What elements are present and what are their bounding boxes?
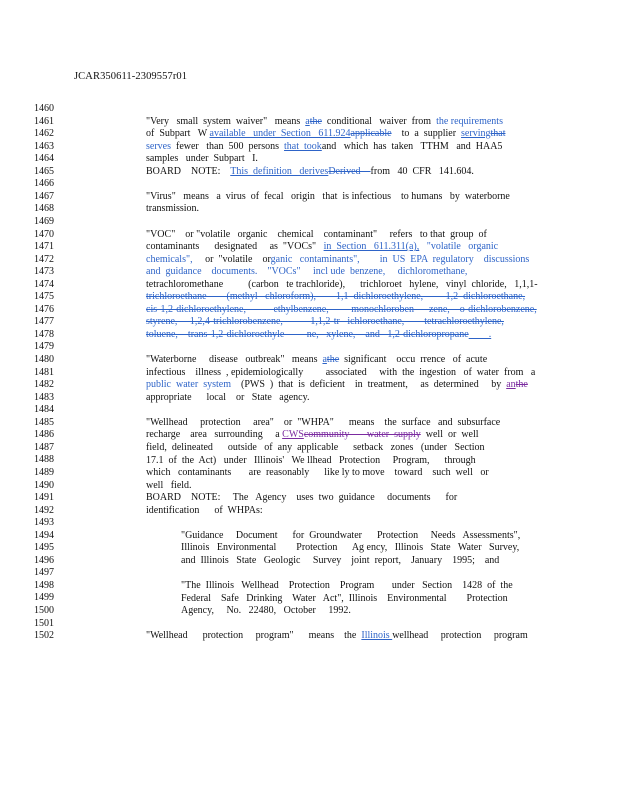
- line-number: 1495: [34, 542, 54, 554]
- text-line-1499: Federal Safe Drinking Water Act", Illinois Environmental Protection: [181, 592, 508, 604]
- text-line-1463: serves fewer than 500 persons that tookand which has taken TTHM and HAA5: [146, 140, 503, 152]
- line-number: 1463: [34, 140, 54, 152]
- text-line-1502: "Wellhead protection program" means the Illinois wellhead protection program: [146, 630, 528, 642]
- text-line-1478: toluene, trans-1,2-dichloroethyle ne, xylene, and 1,2-dichloropropane .: [146, 329, 492, 340]
- line-number: 1484: [34, 404, 54, 416]
- line-number: 1499: [34, 592, 54, 604]
- line-number: 1469: [34, 215, 54, 227]
- line-number: 1475: [34, 291, 54, 303]
- text-line-1495: Illinois Environmental Protection Ag ency, Illinois State Water Survey,: [181, 542, 520, 554]
- text-line-1488: 17.1 of the Act) under Illinois' We llhead Protection Program, through: [146, 454, 476, 466]
- text-line-1473: and guidance documents. "VOCs" incl ude benzene, dichloromethane,: [146, 266, 468, 278]
- line-number: 1476: [34, 303, 54, 315]
- line-number: 1465: [34, 165, 54, 177]
- text-line-1496: and Illinois State Geologic Survey joint report, January 1995; and: [181, 555, 500, 566]
- text-line-1462: of Subpart W available under Section 611.924applicable to a supplier servingthat: [146, 128, 506, 140]
- line-number: 1479: [34, 341, 54, 353]
- line-number: 1460: [34, 103, 54, 114]
- line-number: 1477: [34, 316, 54, 328]
- text-line-1476: cis-1,2-dichloroethylene, ethylbenzene, monochloroben zene, o-dichlorobenzene,: [146, 303, 537, 315]
- text-line-1480: "Waterborne disease outbreak" means athe significant occu rrence of acute: [146, 354, 488, 366]
- line-number: 1481: [34, 366, 54, 378]
- line-number: 1482: [34, 379, 54, 391]
- text-line-1491: BOARD NOTE: The Agency uses two guidance documents for: [146, 492, 458, 504]
- line-number: 1488: [34, 454, 54, 466]
- line-number: 1497: [34, 567, 54, 579]
- line-number: 1467: [34, 190, 54, 202]
- line-number: 1502: [34, 630, 54, 642]
- text-line-1468: transmission.: [146, 203, 200, 215]
- text-line-1490: well field.: [146, 479, 192, 491]
- text-line-1485: "Wellhead protection area" or "WHPA" means the surface and subsurface: [146, 416, 501, 428]
- line-number: 1487: [34, 441, 54, 453]
- text-line-1474: tetrachloromethane (carbon te trachloride), trichloroet hylene, vinyl chloride, 1,1,1-: [146, 278, 538, 290]
- line-number: 1494: [34, 529, 54, 541]
- text-line-1492: identification of WHPAs:: [146, 504, 263, 516]
- text-line-1465: BOARD NOTE: This definition derivesDerived from 40 CFR 141.604.: [146, 165, 474, 177]
- line-number: 1485: [34, 416, 54, 428]
- line-number: 1470: [34, 228, 54, 240]
- text-line-1464: samples under Subpart I.: [146, 153, 258, 165]
- text-line-1494: "Guidance Document for Groundwater Protection Needs Assessments",: [181, 529, 521, 541]
- line-number: 1489: [34, 466, 54, 478]
- line-number: 1483: [34, 391, 54, 403]
- line-number: 1480: [34, 354, 54, 365]
- line-number: 1472: [34, 253, 54, 265]
- line-number: 1496: [34, 554, 54, 566]
- text-line-1487: field, delineated outside of any applicable setback zones (under Section: [146, 442, 485, 453]
- text-line-1481: infectious illness , epidemiologically associated with the ingestion of water from a: [146, 366, 536, 378]
- text-line-1500: Agency, No. 22480, October 1992.: [181, 605, 351, 617]
- line-number: 1486: [34, 429, 54, 441]
- line-number: 1492: [34, 504, 54, 516]
- line-number: 1466: [34, 178, 54, 190]
- document-id-header: JCAR350611-2309557r01: [74, 71, 188, 82]
- text-line-1477: styrene, 1,2,4-trichlorobenzene, 1,1,2-tr ichloroethane, tetrachloroethylene,: [146, 316, 504, 328]
- text-line-1461: "Very small system waiver" means athe conditional waiver from the requirements: [146, 115, 503, 127]
- text-line-1482: public water system (PWS ) that is deficient in treatment, as determined by anthe: [146, 379, 528, 391]
- text-line-1467: "Virus" means a virus of fecal origin that is infectious to humans by waterborne: [146, 190, 510, 202]
- line-number: 1498: [34, 579, 54, 591]
- line-number: 1464: [34, 153, 54, 165]
- text-line-1489: which contaminants are reasonably like ly to move toward such well or: [146, 467, 489, 479]
- text-line-1470: "VOC" or "volatile organic chemical contaminant" refers to that group of: [146, 228, 487, 240]
- line-number: 1491: [34, 492, 54, 504]
- line-number: 1493: [34, 517, 54, 529]
- text-line-1483: appropriate local or State agency.: [146, 391, 310, 403]
- line-number: 1473: [34, 266, 54, 278]
- line-number: 1468: [34, 203, 54, 215]
- line-number: 1461: [34, 115, 54, 127]
- line-number: 1474: [34, 278, 54, 290]
- text-line-1498: "The Illinois Wellhead Protection Program under Section 1428 of the: [181, 580, 513, 592]
- text-line-1475: trichloroethane (methyl chloroform), 1,1 dichloroethylene, 1,2 dichloroethane,: [146, 291, 526, 303]
- text-line-1472: chemicals", or "volatile organic contaminants", in US EPA regulatory discussions: [146, 253, 530, 265]
- text-line-1471: contaminants designated as "VOCs" in Section 611.311(a), "volatile organic: [146, 241, 499, 253]
- text-line-1486: recharge area surrounding a CWScommunity water supply well or well: [146, 429, 479, 441]
- line-number: 1478: [34, 328, 54, 340]
- line-number: 1500: [34, 605, 54, 616]
- line-number: 1501: [34, 617, 54, 629]
- line-number: 1471: [34, 241, 54, 253]
- line-number: 1490: [34, 479, 54, 491]
- line-number: 1462: [34, 128, 54, 140]
